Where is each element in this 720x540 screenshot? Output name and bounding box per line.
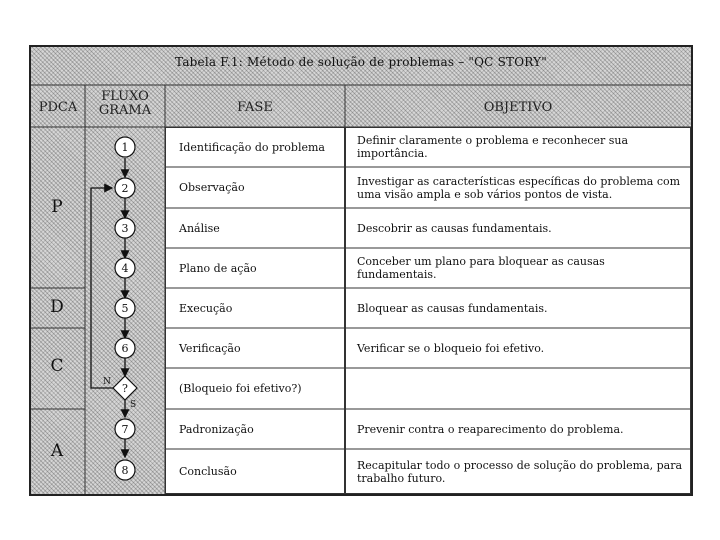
header-fluxograma-line1: FLUXO xyxy=(101,89,149,104)
objetivo-line: Investigar as características específicas do problema com xyxy=(357,174,681,188)
method-table xyxy=(29,45,693,496)
step-number: 5 xyxy=(121,302,129,315)
table-title: Tabela F.1: Método de solução de problemas – "QC STORY" xyxy=(175,55,547,69)
step-number: 8 xyxy=(121,464,129,477)
fase-text: Observação xyxy=(179,181,245,194)
fase-text: Identificação do problema xyxy=(179,140,325,154)
header-fluxograma-line2: GRAMA xyxy=(98,103,152,118)
fase-text: Conclusão xyxy=(179,465,237,478)
fase-text: Plano de ação xyxy=(179,261,257,275)
objetivo-text: Definir claramente o problema e reconhecer sua importância. xyxy=(357,134,629,160)
step-number: 2 xyxy=(121,182,129,195)
phase-c: C xyxy=(50,356,64,376)
header-objetivo: OBJETIVO xyxy=(483,100,553,115)
step-number: 4 xyxy=(121,262,129,275)
objetivo-text: Bloquear as causas fundamentais. xyxy=(357,301,548,315)
fase-text: Análise xyxy=(179,221,220,235)
decision-yes-label: S xyxy=(130,400,137,410)
objetivo-text: Conceber um plano para bloquear as causas fundamentais. xyxy=(357,255,605,281)
fase-text: Verificação xyxy=(179,341,241,355)
header-pdca: PDCA xyxy=(38,100,78,115)
objetivo-text xyxy=(357,449,687,494)
objetivo-text: Descobrir as causas fundamentais. xyxy=(357,221,552,235)
objetivo-text: Prevenir contra o reaparecimento do problema. xyxy=(357,422,624,436)
phase-a: A xyxy=(50,441,64,461)
step-number: 3 xyxy=(121,222,129,235)
fase-text: Padronização xyxy=(179,422,254,436)
objetivo-line: Recapitular todo o processo de solução do problema, para xyxy=(357,458,683,472)
decision-mark: ? xyxy=(122,382,128,395)
fase-text: (Bloqueio foi efetivo?) xyxy=(179,382,302,395)
step-number: 6 xyxy=(121,342,129,355)
phase-d: D xyxy=(50,297,64,317)
header-fase: FASE xyxy=(237,100,273,115)
phase-p: P xyxy=(51,197,63,217)
objetivo-text: Verificar se o bloqueio foi efetivo. xyxy=(357,341,545,355)
objetivo-line: uma visão ampla e sob vários pontos de vista. xyxy=(357,187,613,201)
objetivo-text xyxy=(357,167,687,208)
fase-text: Execução xyxy=(179,301,233,315)
decision-no-label: N xyxy=(103,377,111,387)
step-number: 1 xyxy=(121,141,129,154)
step-number: 7 xyxy=(121,423,129,436)
objetivo-line: trabalho futuro. xyxy=(357,471,446,485)
